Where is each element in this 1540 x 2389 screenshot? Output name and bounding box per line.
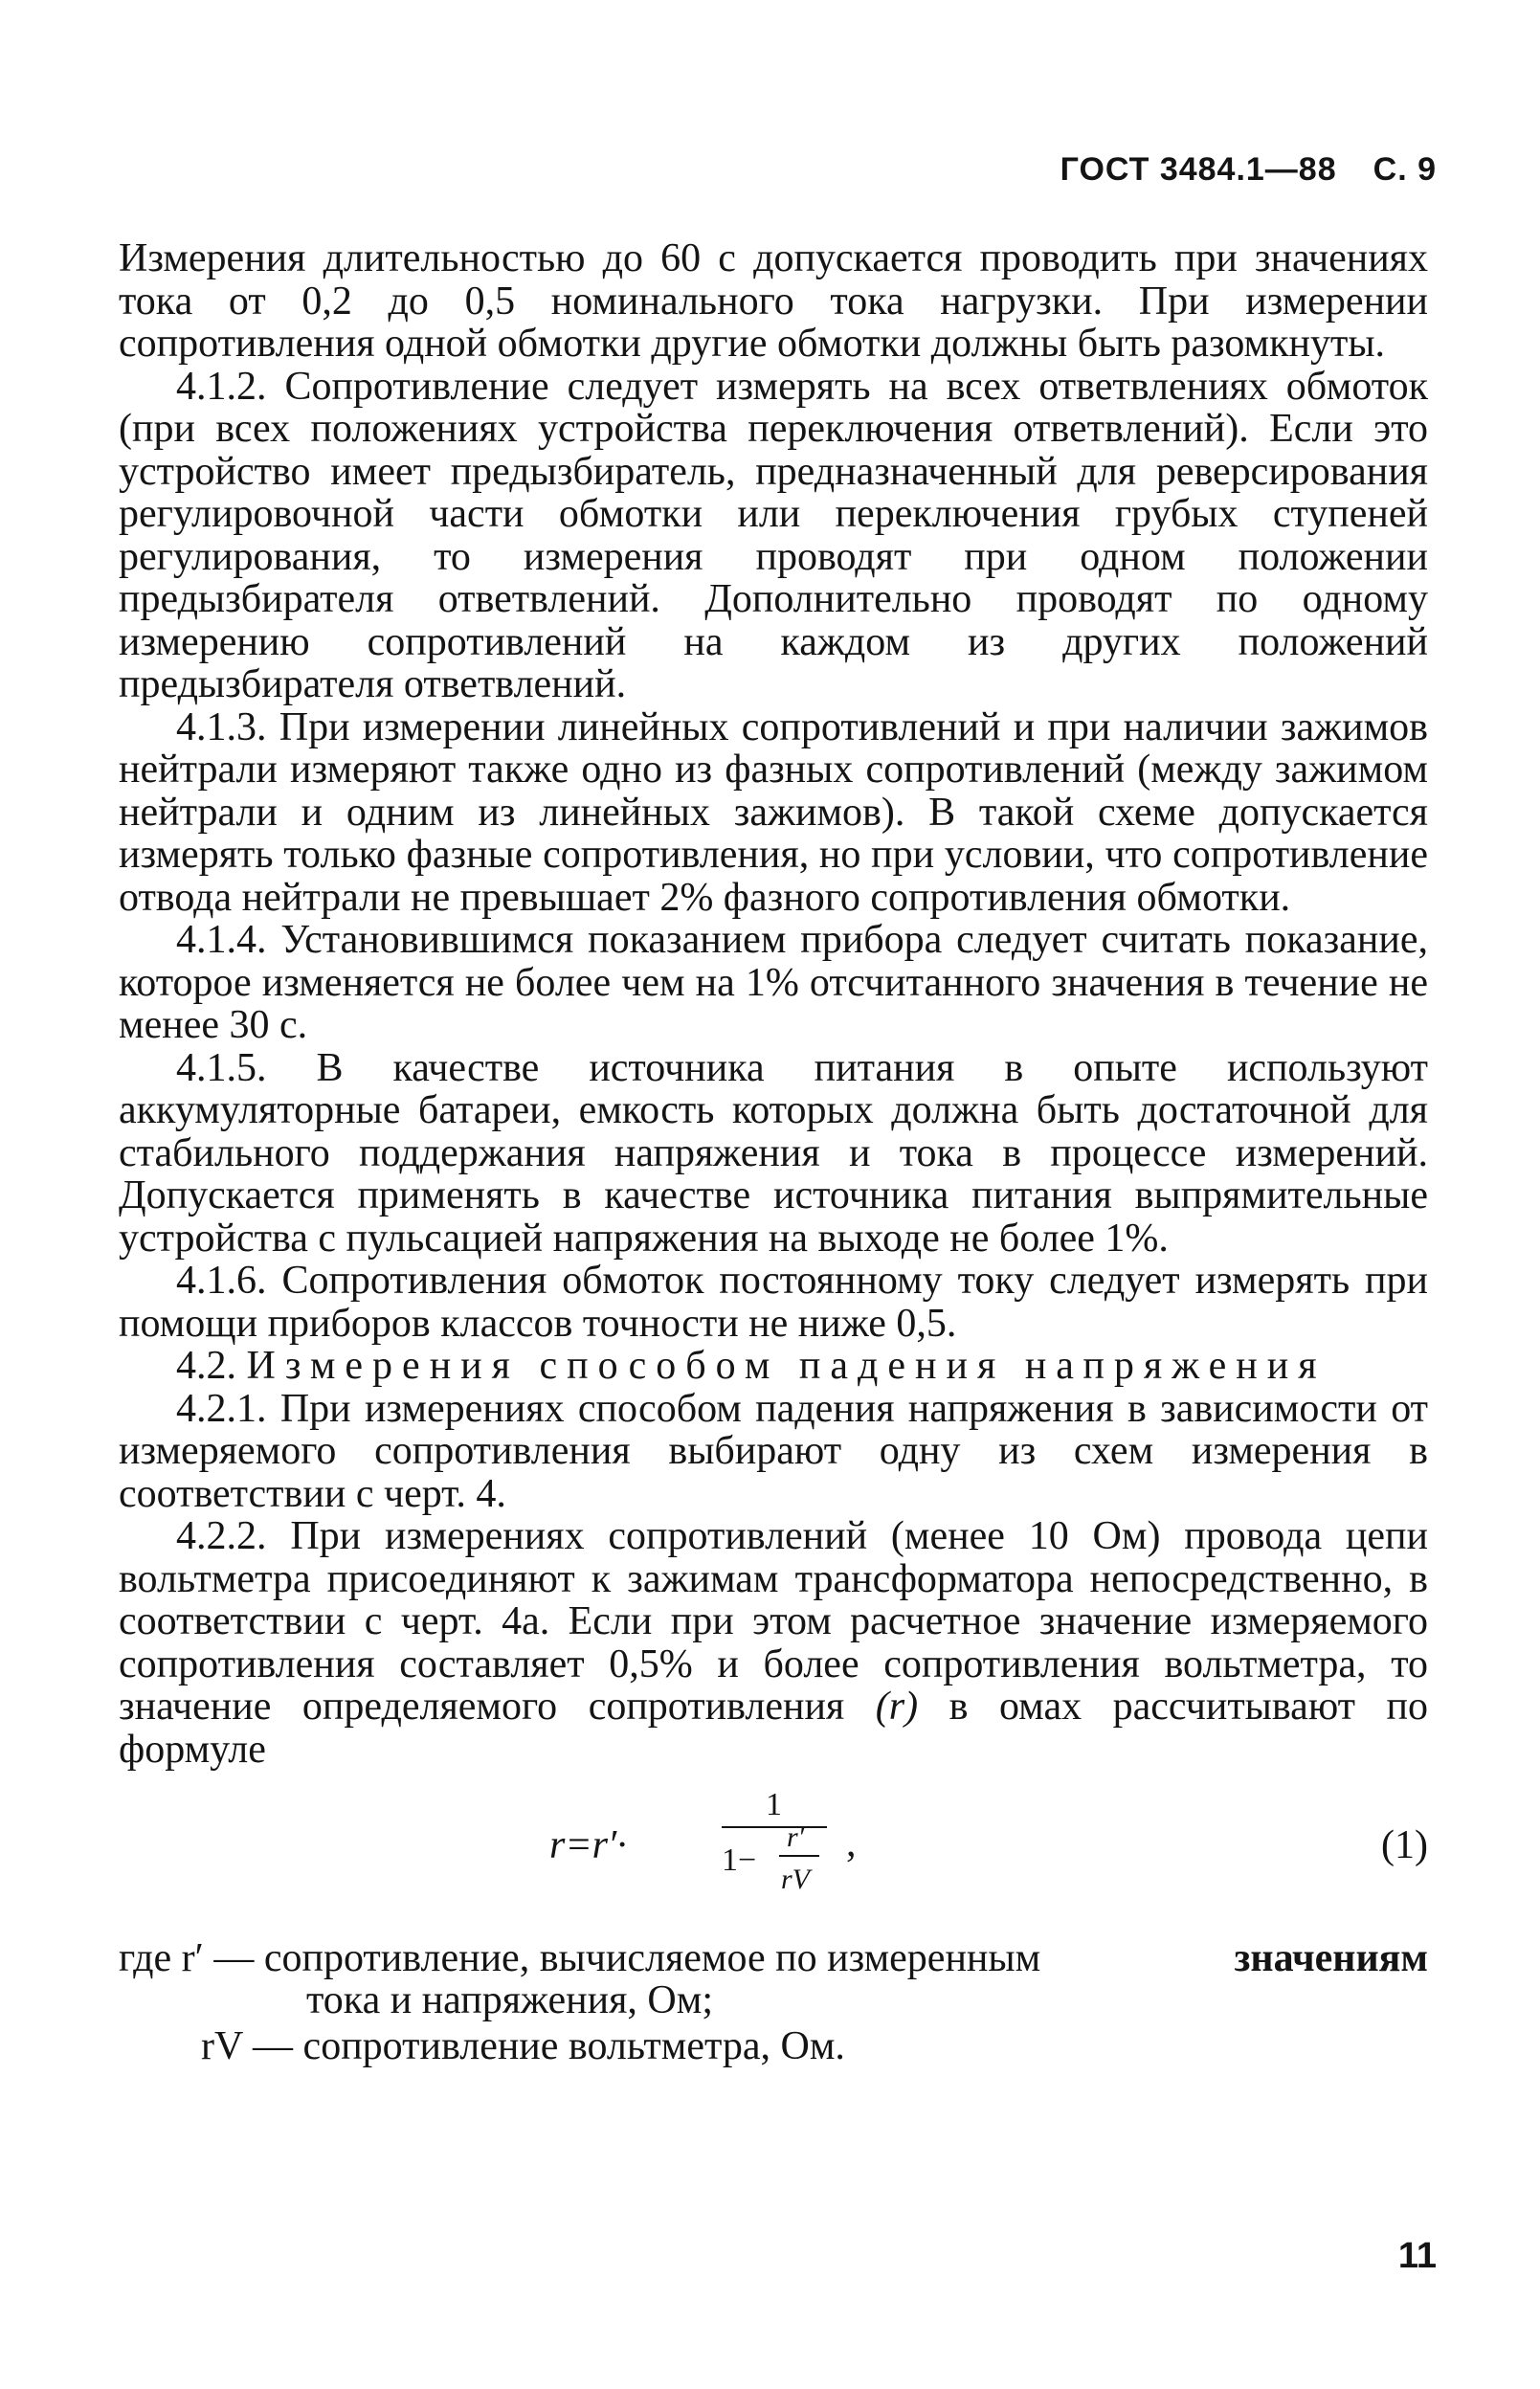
section-heading-4-2 (119, 1345, 1428, 1388)
formula-r-v: rV (781, 1864, 810, 1895)
page-number: 11 (1397, 2236, 1437, 2276)
body-text (119, 237, 1428, 2081)
paragraph-4-1-3: 4.1.3. При измерении линейных сопротивлений и при наличии зажимов нейтрали измеряют также одно из фазных сопротивлений (между зажимом нейтрали и одним из линейных зажимов). В такой схеме допускается измерять только фазные сопротивления, но при условии, что сопротивление отвода нейтрали не превышает 2% фазного сопротивления обмотки. (119, 704, 1428, 920)
paragraph-4-2-1: 4.2.1. При измерениях способом падения напряжения в зависимости от измеряемого сопротивления выбирают одну из схем измерения в соответствии с черт. 4. (119, 1386, 1428, 1516)
definition-r-prime-cont: тока и напряжения, Ом; (306, 1978, 714, 2022)
formula-numerator: 1 (766, 1787, 782, 1822)
section-number: 4.2. (176, 1344, 236, 1388)
definition-r-prime-text: где r′ — сопротивление, вычисляемое по измеренным (119, 1936, 1041, 1980)
variable-r: (r) (875, 1685, 919, 1729)
formula-r-prime: r′ (787, 1821, 805, 1853)
paragraph-4-1-5: 4.1.5. В качестве источника питания в опыте используют аккумуляторные батареи, емкость которых должна быть достаточной для стабильного поддержания напряжения и тока в процессе измерений. Допускается применять в качестве источника питания выпрямительные устройства с пульсацией напряжения на выходе не более 1%. (119, 1045, 1428, 1261)
fraction-bar (722, 1826, 827, 1828)
equation-number: (1) (1381, 1823, 1428, 1867)
paragraph-4-1-4: 4.1.4. Установившимся показанием прибора следует считать показание, которое изменяется не более чем на 1% отсчитанного значения в течение не менее 30 с. (119, 918, 1428, 1047)
inner-fraction-bar (779, 1855, 819, 1857)
formula-1 (119, 1784, 1428, 1928)
paragraph-4-2-2-tail: в омах рассчитывают по формуле (119, 1685, 1428, 1772)
definition-r-v: rV — сопротивление вольтметра, Ом. (201, 2024, 845, 2068)
formula-lhs: r=r′· (549, 1823, 627, 1867)
paragraph-4-2-2 (119, 1515, 1428, 1771)
standard-number: ГОСТ 3484.1—88 (1060, 151, 1337, 188)
definition-r-prime-end: значениям (1234, 1936, 1428, 1980)
section-title: Измерения способом падения напряжения (246, 1344, 1327, 1388)
page-header (1060, 151, 1437, 189)
formula-comma: , (846, 1821, 857, 1865)
definition-r-prime (119, 1937, 1428, 1980)
paragraph-4-1-6: 4.1.6. Сопротивления обмоток постоянному току следует измерять при помощи приборов классов точности не ниже 0,5. (119, 1259, 1428, 1346)
paragraph-continuation: Измерения длительностью до 60 с допускается проводить при значениях тока от 0,2 до 0,5 номинального тока нагрузки. При измерении сопротивления одной обмотки другие обмотки должны быть разомкнуты. (119, 236, 1428, 366)
paragraph-4-1-2: 4.1.2. Сопротивление следует измерять на всех ответвлениях обмоток (при всех положениях устройства переключения ответвлений). Если это устройство имеет предызбиратель, предназначенный для реверсирования регулировочной части обмотки или переключения грубых ступеней регулирования, то измерения проводят при одном положении предызбирателя ответвлений. Дополнительно проводят по одному измерению сопротивлений на каждом из других положений предызбирателя ответвлений. (119, 364, 1428, 706)
variable-definitions (119, 1937, 1428, 2081)
formula-denominator-one: 1− (722, 1842, 757, 1878)
header-page-number: С. 9 (1373, 151, 1437, 188)
paragraph-4-2-2-text: 4.2.2. При измерениях сопротивлений (менее 10 Ом) провода цепи вольтметра присоединяют к зажимам трансформатора непосредственно, в соответствии с черт. 4а. Если при этом расчетное значение измеряемого сопротивления составляет 0,5% и более сопротивления вольтметра, то значение определяемого сопротивления (119, 1514, 1428, 1729)
